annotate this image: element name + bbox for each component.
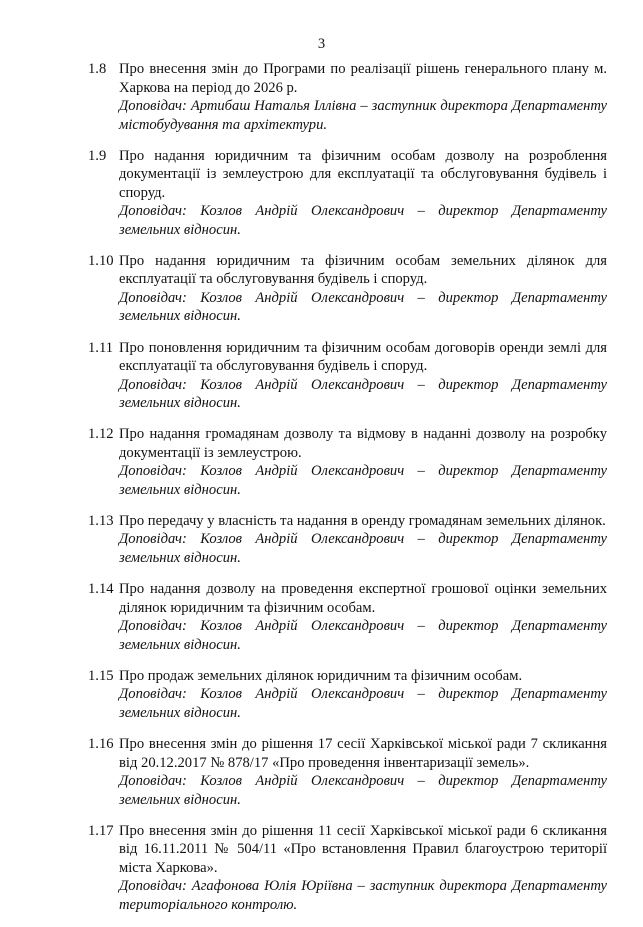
item-title: Про поновлення юридичним та фізичним особам договорів оренди землі для експлуатації та обслуговування будівель і споруд. (119, 339, 607, 375)
item-title: Про надання дозволу на проведення експертної грошової оцінки земельних ділянок юридичним та фізичним особам. (119, 581, 607, 616)
item-title: Про внесення змін до Програми по реалізації рішень генерального плану м. Харкова на період до 2026 р. (119, 61, 607, 96)
item-number: 1.12 (88, 426, 114, 443)
page-number: 3 (317, 36, 326, 52)
item-speaker: Доповідач: Артибаш Наталья Іллівна – заступник директора Департаменту містобудування та архітектури. (119, 98, 607, 133)
item-title: Про продаж земельних ділянок юридичним та фізичним особам. (119, 667, 523, 684)
item-speaker: Доповідач: Агафонова Юлія Юріївна – заступник директора Департаменту територіального контролю. (119, 878, 607, 913)
item-number: 1.8 (88, 61, 107, 77)
agenda-item-1-10 (78, 252, 607, 326)
agenda-item-1-16 (78, 735, 607, 809)
agenda-item-1-12 (78, 425, 607, 499)
item-title: Про передачу у власність та надання в оренду громадянам земельних ділянок. (119, 512, 606, 529)
item-speaker: Доповідач: Козлов Андрій Олександрович – директор Департаменту земельних відносин. (119, 203, 607, 238)
item-number: 1.13 (88, 512, 114, 529)
agenda-item-1-8 (78, 60, 607, 134)
item-title: Про надання громадянам дозволу та відмову в наданні дозволу на розробку документації із землеустрою. (119, 426, 607, 461)
agenda-item-1-15 (78, 667, 607, 723)
item-speaker: Доповідач: Козлов Андрій Олександрович – директор Департаменту земельних відносин. (119, 289, 607, 325)
agenda-item-1-14 (78, 580, 607, 654)
item-speaker: Доповідач: Козлов Андрій Олександрович – директор Департаменту земельних відносин. (119, 376, 607, 412)
item-number: 1.16 (88, 736, 114, 752)
item-title: Про надання юридичним та фізичним особам дозволу на розроблення документації із землеустрою для експлуатації та обслуговування будівель і споруд. (119, 147, 607, 201)
agenda-item-1-9 (78, 147, 607, 240)
agenda-item-1-17 (78, 822, 607, 915)
item-speaker: Доповідач: Козлов Андрій Олександрович – директор Департаменту земельних відносин. (119, 686, 607, 721)
item-speaker: Доповідач: Козлов Андрій Олександрович – директор Департаменту земельних відносин. (119, 531, 607, 566)
agenda-item-1-11 (78, 339, 607, 413)
agenda-list (78, 60, 607, 927)
item-speaker: Доповідач: Козлов Андрій Олександрович – директор Департаменту земельних відносин. (119, 773, 607, 808)
item-number: 1.14 (88, 581, 114, 598)
item-number: 1.15 (88, 667, 114, 684)
item-number: 1.11 (88, 339, 113, 356)
item-number: 1.10 (88, 252, 114, 269)
item-number: 1.9 (88, 147, 107, 164)
item-speaker: Доповідач: Козлов Андрій Олександрович – директор Департаменту земельних відносин. (119, 618, 607, 653)
item-title: Про внесення змін до рішення 17 сесії Харківської міської ради 7 скликання від 20.12.2017 № 878/17 «Про проведення інвентаризації земель». (119, 736, 607, 771)
item-title: Про надання юридичним та фізичним особам земельних ділянок для експлуатації та обслуговування будівель і споруд. (119, 252, 607, 288)
item-speaker: Доповідач: Козлов Андрій Олександрович – директор Департаменту земельних відносин. (119, 463, 607, 498)
item-number: 1.17 (88, 822, 114, 839)
item-title: Про внесення змін до рішення 11 сесії Харківської міської ради 6 скликання від 16.11.2011 № 504/11 «Про встановлення Правил благоустрою території міста Харкова». (119, 822, 607, 876)
agenda-item-1-13 (78, 512, 607, 568)
